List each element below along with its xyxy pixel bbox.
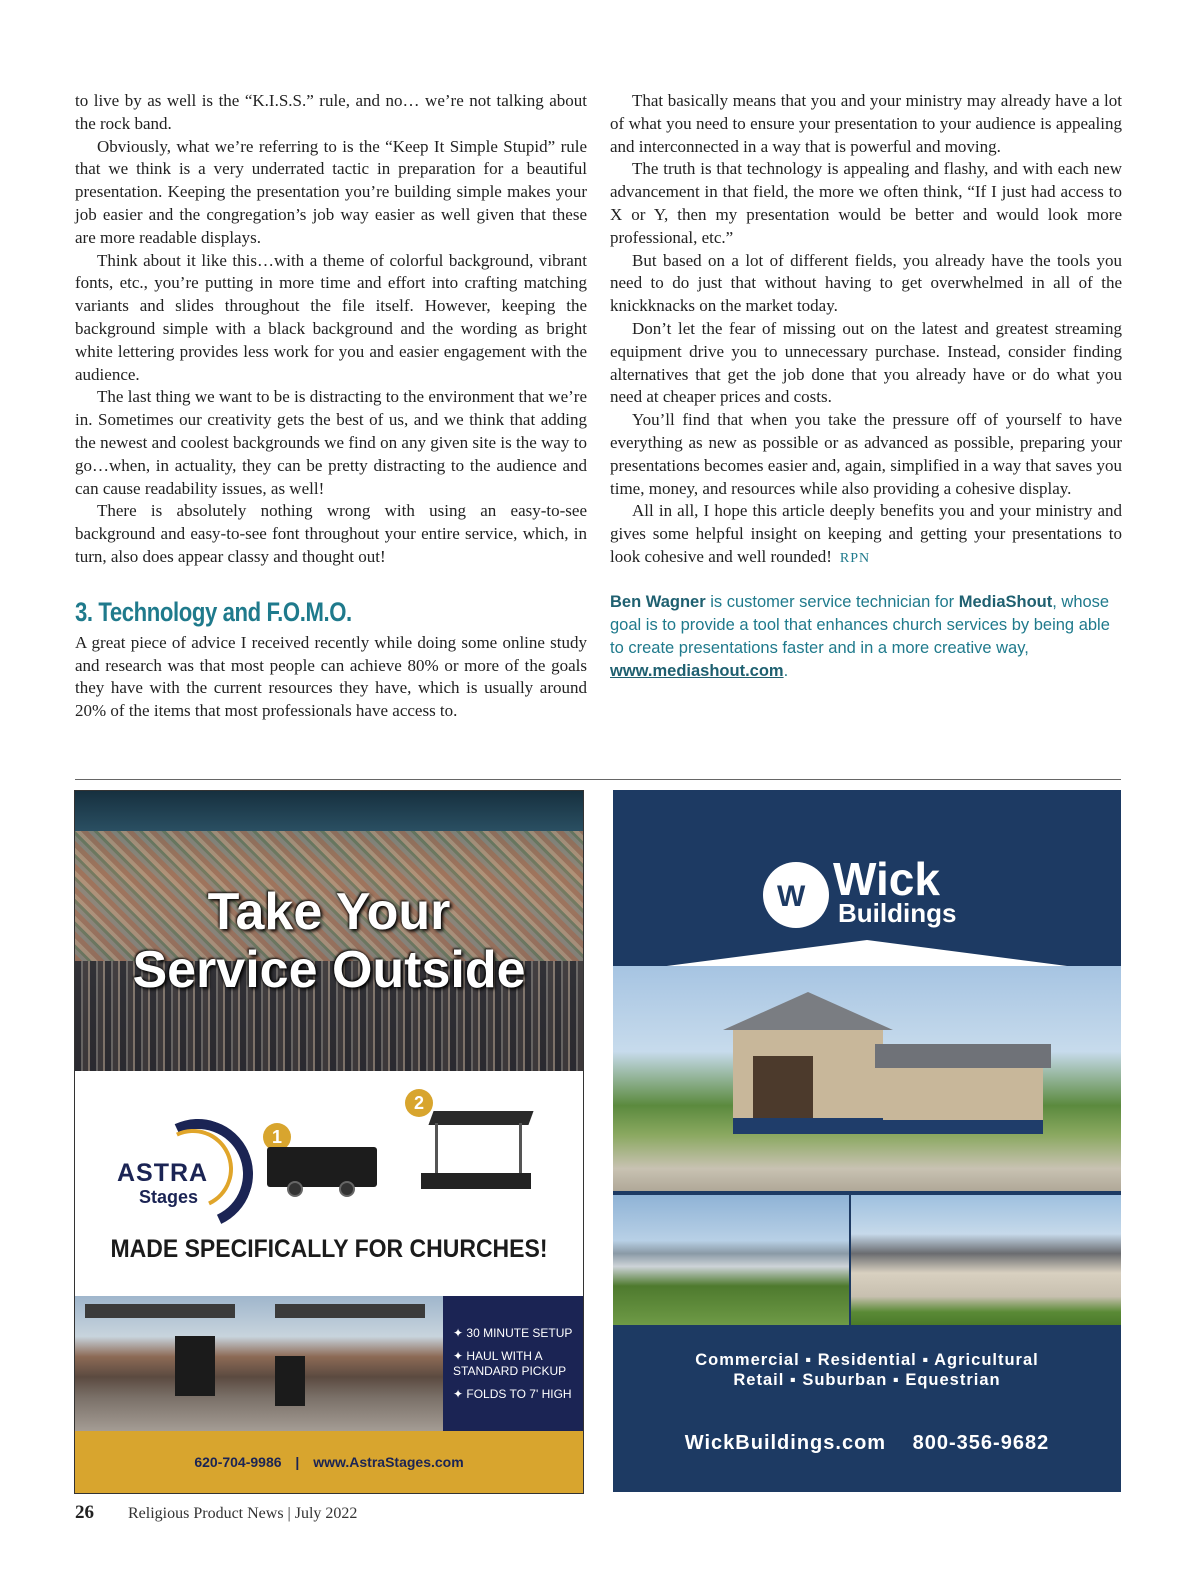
feature-item: ✦ 30 MINUTE SETUP [453, 1326, 573, 1340]
website-link[interactable]: www.AstraStages.com [313, 1454, 464, 1470]
paragraph [610, 500, 1122, 570]
feature-item: ✦ HAUL WITH A STANDARD PICKUP [453, 1349, 567, 1378]
building-categories [613, 1350, 1121, 1390]
paragraph: That basically means that you and your ministry may already have a lot of what you need to ensure your presentation to your audience is appealing and interconnected in a way that is powerful and moving. [610, 91, 1122, 156]
right-column [610, 90, 1122, 683]
headline-line: Take Your [207, 883, 451, 941]
aerial-photo [75, 791, 583, 1071]
event-photo-area [75, 1296, 583, 1431]
paragraph: Don’t let the fear of missing out on the latest and greatest streaming equipment drive you to unnecessary purchase. Instead, consider finding alternatives that get the job done that you already have or do what you need at cheaper prices and costs. [610, 318, 1122, 407]
product-area [75, 1071, 583, 1271]
author-name: Ben Wagner [610, 592, 706, 611]
barn-trim [733, 1118, 883, 1134]
badge-one: 1 [263, 1123, 291, 1151]
event-photo [75, 1296, 443, 1431]
sea [75, 791, 583, 831]
trailer-image [267, 1147, 377, 1187]
phone-number: 620-704-9986 [194, 1454, 282, 1470]
speaker [275, 1356, 305, 1406]
category-line: Commercial ▪ Residential ▪ Agricultural [695, 1351, 1039, 1369]
paragraph: But based on a lot of different fields, you already have the tools you need to do just that without having to get overwhelmed in all of the knickknacks on the market today. [610, 250, 1122, 316]
wheel [287, 1181, 303, 1197]
headline-line: Service Outside [132, 941, 526, 999]
badge-two: 2 [405, 1089, 433, 1117]
barn [733, 1026, 883, 1134]
canopy [85, 1304, 235, 1318]
paragraph: Think about it like this…with a theme of colorful background, vibrant fonts, etc., you’re putting in more time and effort into crafting matching variants and slides throughout the file itself. However, keeping the background simple with a black background and the wording as bright white lettering provides less work for you and easier engagement with the audience. [75, 250, 587, 384]
wheel [339, 1181, 355, 1197]
logo-sub: Stages [139, 1187, 199, 1207]
ad-headline [75, 883, 583, 999]
wick-contact [613, 1432, 1121, 1455]
speaker [175, 1336, 215, 1396]
paragraph: A great piece of advice I received recently while doing some online study and research was that most people can achieve 80% or more of the goals they have with the current resources they have, which is usually around 20% of the items that most professionals have access to. [75, 632, 587, 721]
left-column [75, 90, 587, 723]
wing-roof [875, 1044, 1051, 1068]
paragraph: The last thing we want to be is distracting to the environment that we’re in. Sometimes our creativity gets the best of us, and we think that adding the newest and coolest backgrounds we find on any given site is the way to go…when, in actuality, they can be pretty distracting to the audience and can cause readability issues, as well! [75, 387, 587, 498]
logo-word: Wick [833, 853, 940, 905]
stage-deck [421, 1173, 531, 1189]
feature-item: ✦ FOLDS TO 7' HIGH [453, 1387, 572, 1401]
paragraph: to live by as well is the “K.I.S.S.” rule, and no… we’re not talking about the rock band. [75, 91, 587, 133]
logo-sub: Buildings [838, 898, 957, 928]
author-website-link[interactable]: www.mediashout.com [610, 661, 784, 680]
stage-post [435, 1123, 438, 1175]
equestrian-building-photo [851, 1195, 1121, 1325]
section-heading: 3. Technology and F.O.M.O. [75, 596, 352, 627]
bio-text: is customer service technician for [705, 592, 959, 611]
bio-text: . [783, 661, 789, 680]
wick-logo [763, 853, 993, 936]
end-mark: RPN [839, 550, 871, 566]
phone-number: 800-356-9682 [912, 1432, 1050, 1454]
stage-post [519, 1123, 522, 1175]
stage-image [421, 1111, 541, 1191]
stage-roof [428, 1111, 533, 1125]
vineyard-building-photo [613, 1195, 849, 1325]
wing-trim [883, 1120, 1043, 1134]
paragraph: You’ll find that when you take the pressure off of yourself to have everything as new as possible or as advanced as possible, preparing your presentations becomes easier and, again, simplified in a way that saves you time, money, and resources while also providing a cohesive display. [610, 410, 1122, 498]
paragraph: Obviously, what we’re referring to is the “Keep It Simple Stupid” rule that we think is a very underrated tactic in preparation for a beautiful presentation. Keeping the presentation you’re building simple makes your job easier and the congregation’s job way easier as well given that these are more readable displays. [75, 136, 587, 247]
feature-panel [443, 1296, 583, 1431]
canopy [275, 1304, 425, 1318]
divider [75, 779, 1121, 780]
ad-contact-bar [75, 1431, 583, 1493]
ad-tagline: MADE SPECIFICALLY FOR CHURCHES! [110, 1233, 548, 1263]
logo-name: ASTRA [117, 1159, 209, 1187]
wick-buildings-ad[interactable] [613, 790, 1121, 1492]
barn-wing [883, 1066, 1043, 1134]
astra-logo [113, 1119, 243, 1219]
astra-stages-ad[interactable] [74, 790, 584, 1494]
closing-text: All in all, I hope this article deeply benefits you and your ministry and gives some helpful insight on keeping and getting your presentations to look cohesive and well rounded! [610, 501, 1122, 566]
barn-roof [723, 992, 893, 1030]
paragraph: There is absolutely nothing wrong with using an easy-to-see background and easy-to-see font throughout your entire service, which, in turn, also does appear classy and thought out! [75, 501, 587, 566]
author-bio [610, 591, 1122, 683]
paragraph: The truth is that technology is appealing and flashy, and with each new advancement in that field, the more we often think, “If I just had access to X or Y, then my presentation would be better and would look more professional, etc.” [610, 159, 1122, 247]
category-line: Retail ▪ Suburban ▪ Equestrian [733, 1371, 1001, 1389]
company-name: MediaShout [958, 592, 1053, 611]
bio-text: , whose goal is to provide a tool that enhances church services by being able to create presentations faster and in a more creative way, [610, 592, 1110, 657]
logo-mark: W [777, 880, 806, 913]
website-link[interactable]: WickBuildings.com [684, 1432, 887, 1454]
building-photo [613, 966, 1121, 1191]
publication-info: Religious Product News | July 2022 [128, 1505, 358, 1522]
page-number: 26 [75, 1502, 94, 1523]
separator: | [295, 1454, 300, 1470]
logo-circle [763, 862, 829, 928]
